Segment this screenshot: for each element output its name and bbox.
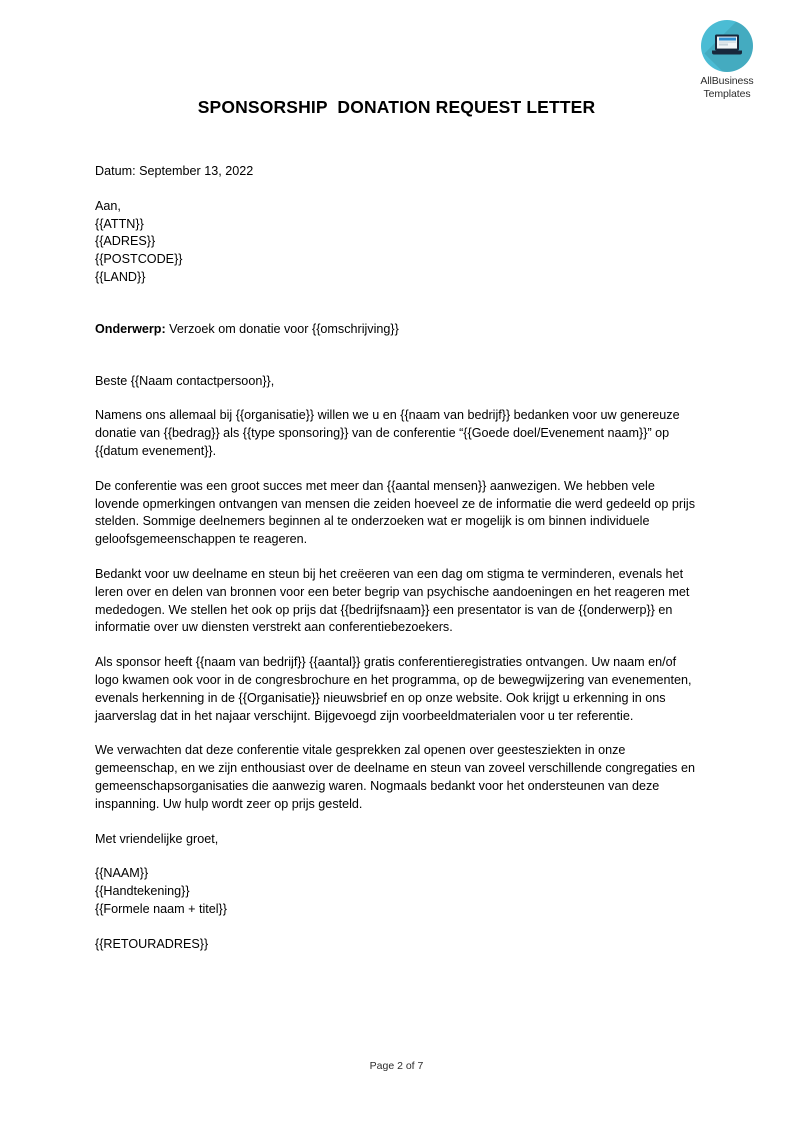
body-paragraph: De conferentie was een groot succes met meer dan {{aantal mensen}} aanwezigen. We hebben vele lovende opmerkingen ontvangen van mensen die zeiden hoeveel ze de informatie die werd gedeeld op prijs stelden. Sommige deelnemers beginnen al te onderzoeken wat er mogelijk is om binnen individuele geloofsgemeenschappen te reageren. — [95, 478, 695, 547]
laptop-content-line — [719, 42, 736, 43]
signature-line: {{NAAM}} — [95, 866, 149, 881]
greeting-line: Beste {{Naam contactpersoon}}, — [95, 373, 275, 388]
recipient-line: {{POSTCODE}} — [95, 252, 183, 267]
laptop-icon — [701, 20, 753, 72]
laptop-display — [717, 37, 737, 49]
signature-line: {{Formele naam + titel}} — [95, 901, 227, 916]
recipient-salutation: Aan, — [95, 198, 121, 213]
laptop-screen — [715, 35, 739, 51]
body-paragraph: Als sponsor heeft {{naam van bedrijf}} {{aantal}} gratis conferentieregistraties ontvangen. Uw naam en/of logo kwamen ook voor in de congresbrochure en het programma, op de bewegwijzering van evenementen, evenals herkenning in de {{Organisatie}} nieuwsbrief en op onze website. Ook krijgt u erkenning in ons jaarverslag dat in het najaar verschijnt. Bijgevoegd zijn voorbeeldmaterialen voor u ter referentie. — [95, 655, 692, 723]
return-address-line: {{RETOURADRES}} — [95, 936, 209, 951]
page-title: SPONSORSHIP DONATION REQUEST LETTER — [197, 97, 596, 117]
signature-block — [95, 865, 695, 918]
laptop-content-line — [719, 44, 728, 45]
recipient-line: {{ADRES}} — [95, 234, 156, 249]
subject-label: Onderwerp: — [95, 321, 166, 336]
letter-body — [95, 163, 695, 954]
recipient-line: {{LAND}} — [95, 269, 146, 284]
brand-name-line2: Templates — [703, 87, 751, 100]
page-footer: Page 2 of 7 — [369, 1060, 424, 1072]
date-line: Datum: September 13, 2022 — [95, 164, 254, 178]
body-paragraph: Namens ons allemaal bij {{organisatie}} willen we u en {{naam van bedrijf}} bedanken voor uw genereuze donatie van {{bedrag}} als {{type sponsoring}} van de conferentie “{{Goede doel/Evenement naam}}” op {{datum evenement}}. — [95, 408, 680, 458]
laptop-base — [712, 51, 742, 55]
brand-name-line1: AllBusiness — [700, 75, 754, 87]
logo-circle-wrapper — [701, 20, 753, 72]
body-paragraph: Bedankt voor uw deelname en steun bij het creëeren van een dag om stigma te verminderen, evenals het leren over en delen van bronnen voor een beter begrip van psychische aandoeningen en het reageren met mededogen. We stellen het ook op prijs dat {{bedrijfsnaam}} een presentator is van de {{onderwerp}} en informatie over uw diensten verstrekt aan conferentiebezoekers. — [95, 566, 690, 635]
laptop-titlebar — [719, 38, 736, 41]
recipient-line: {{ATTN}} — [95, 216, 144, 231]
signature-line: {{Handtekening}} — [95, 884, 190, 899]
closing-line: Met vriendelijke groet, — [95, 831, 219, 846]
laptop-glyph — [712, 35, 742, 57]
body-paragraph: We verwachten dat deze conferentie vitale gesprekken zal openen over geestesziekten in onze gemeenschap, en we zijn enthousiast over de deelname en steun van zoveel verschillende congregaties en gemeenschapsorganisaties die aanwezig waren. Nogmaals bedankt voor het ondersteunen van deze inspanning. Uw hulp wordt zeer op prijs gesteld. — [95, 743, 695, 811]
recipient-address-block — [95, 198, 695, 287]
subject-text: Verzoek om donatie voor {{omschrijving}} — [165, 321, 399, 336]
brand-logo-block — [683, 20, 771, 100]
subject-line — [95, 321, 695, 339]
